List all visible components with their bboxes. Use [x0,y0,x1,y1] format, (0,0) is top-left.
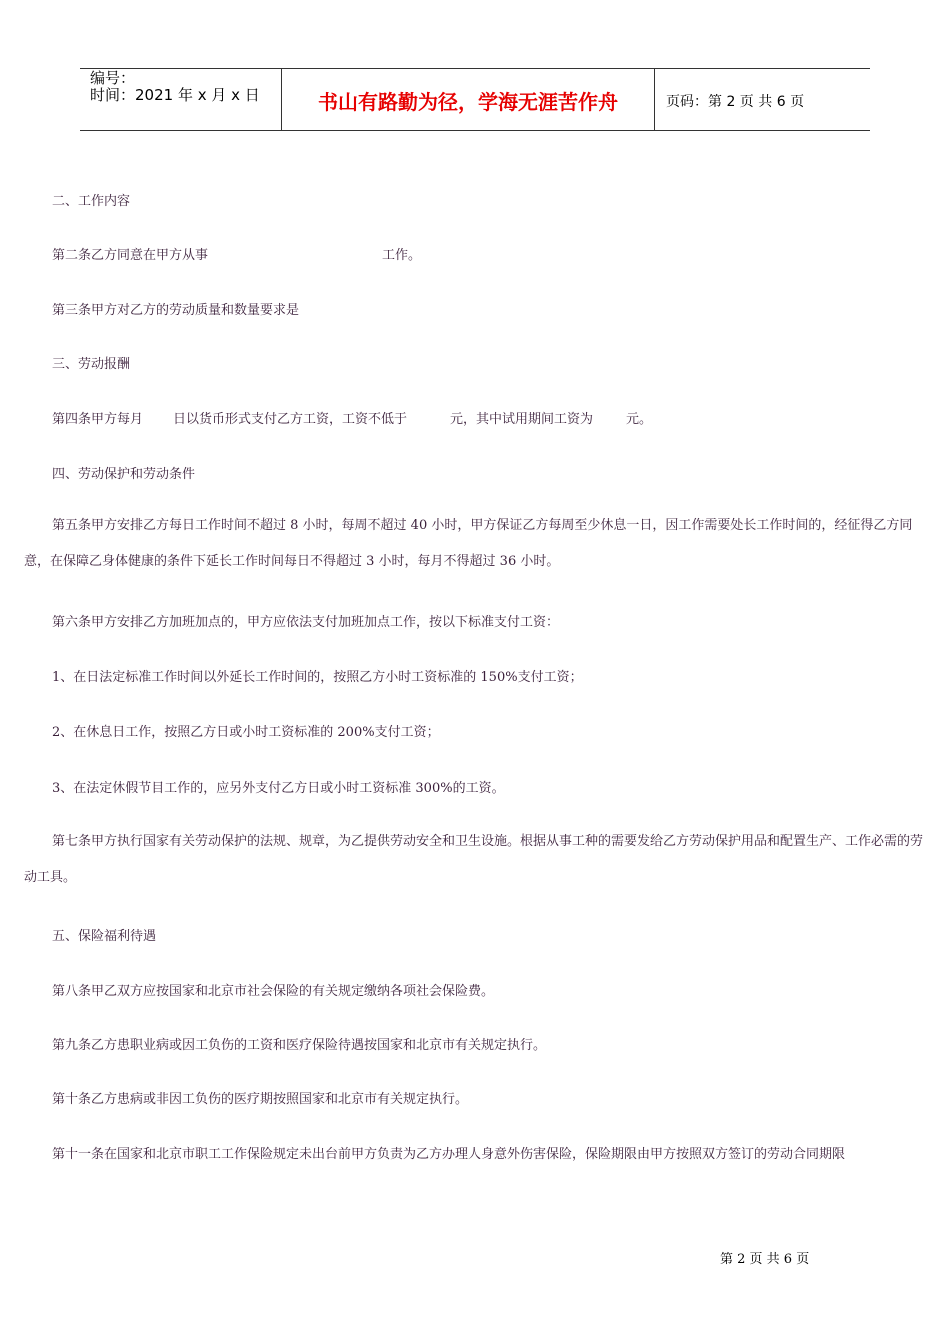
header-motto: 书山有路勤为径，学海无涯苦作舟 [318,90,618,114]
article-6-item: 1、在日法定标准工作时间以外延长工作时间的，按照乙方小时工资标准的 150%支付工资； [52,670,583,685]
header-page-number: 页码：第 2 页 共 6 页 [666,94,805,110]
article-2-tail: 工作。 [382,248,422,263]
footer-page-number: 第 2 页 共 6 页 [720,1252,810,1267]
section-title-insurance: 五、保险福利待遇 [52,929,157,944]
article-4-text: 元，其中试用期间工资为 [450,412,594,427]
article-10: 第十条乙方患病或非因工负伤的医疗期按照国家和北京市有关规定执行。 [52,1092,469,1107]
article-6: 第六条甲方安排乙方加班加点的，甲方应依法支付加班加点工作，按以下标准支付工资： [52,615,560,630]
article-4-text: 第四条甲方每月 [52,412,144,427]
header-time: 时间：2021 年 x 月 x 日 [90,86,260,104]
header-divider [654,69,655,130]
article-11: 第十一条在国家和北京市职工工作保险规定未出台前甲方负责为乙方办理人身意外伤害保险，保险期限由甲方按照双方签订的劳动合同期限 [52,1147,846,1162]
article-6-item: 3、在法定休假节目工作的，应另外支付乙方日或小时工资标准 300%的工资。 [52,781,505,796]
article-2 [52,244,932,263]
article-9: 第九条乙方患职业病或因工负伤的工资和医疗保险待遇按国家和北京市有关规定执行。 [52,1038,547,1053]
document-header [80,68,870,131]
article-7: 第七条甲方执行国家有关劳动保护的法规、规章，为乙提供劳动安全和卫生设施。根据从事工种的需要发给乙方劳动保护用品和配置生产、工作必需的劳动工具。 [24,834,924,885]
article-3: 第三条甲方对乙方的劳动质量和数量要求是 [52,303,300,318]
article-4 [52,408,932,427]
section-title-remuneration: 三、劳动报酬 [52,357,131,372]
article-6-item: 2、在休息日工作，按照乙方日或小时工资标准的 200%支付工资； [52,725,440,740]
article-2-text: 第二条乙方同意在甲方从事 [52,248,209,263]
article-8: 第八条甲乙双方应按国家和北京市社会保险的有关规定缴纳各项社会保险费。 [52,984,495,999]
article-5: 第五条甲方安排乙方每日工作时间不超过 8 小时，每周不超过 40 小时，甲方保证乙方每周至少休息一日，因工作需要处长工作时间的，经征得乙方同意，在保障乙身体健康的条件下延长工作时间每日不得超过 3 小时，每月不得超过 36 小时。 [24,518,913,569]
article-4-text: 日以货币形式支付乙方工资，工资不低于 [173,412,408,427]
article-4-tail: 元。 [626,412,653,427]
header-meta [90,70,260,104]
section-title-work-content: 二、工作内容 [52,194,131,209]
header-number: 编号： [90,69,136,87]
section-title-labor-protection: 四、劳动保护和劳动条件 [52,467,196,482]
